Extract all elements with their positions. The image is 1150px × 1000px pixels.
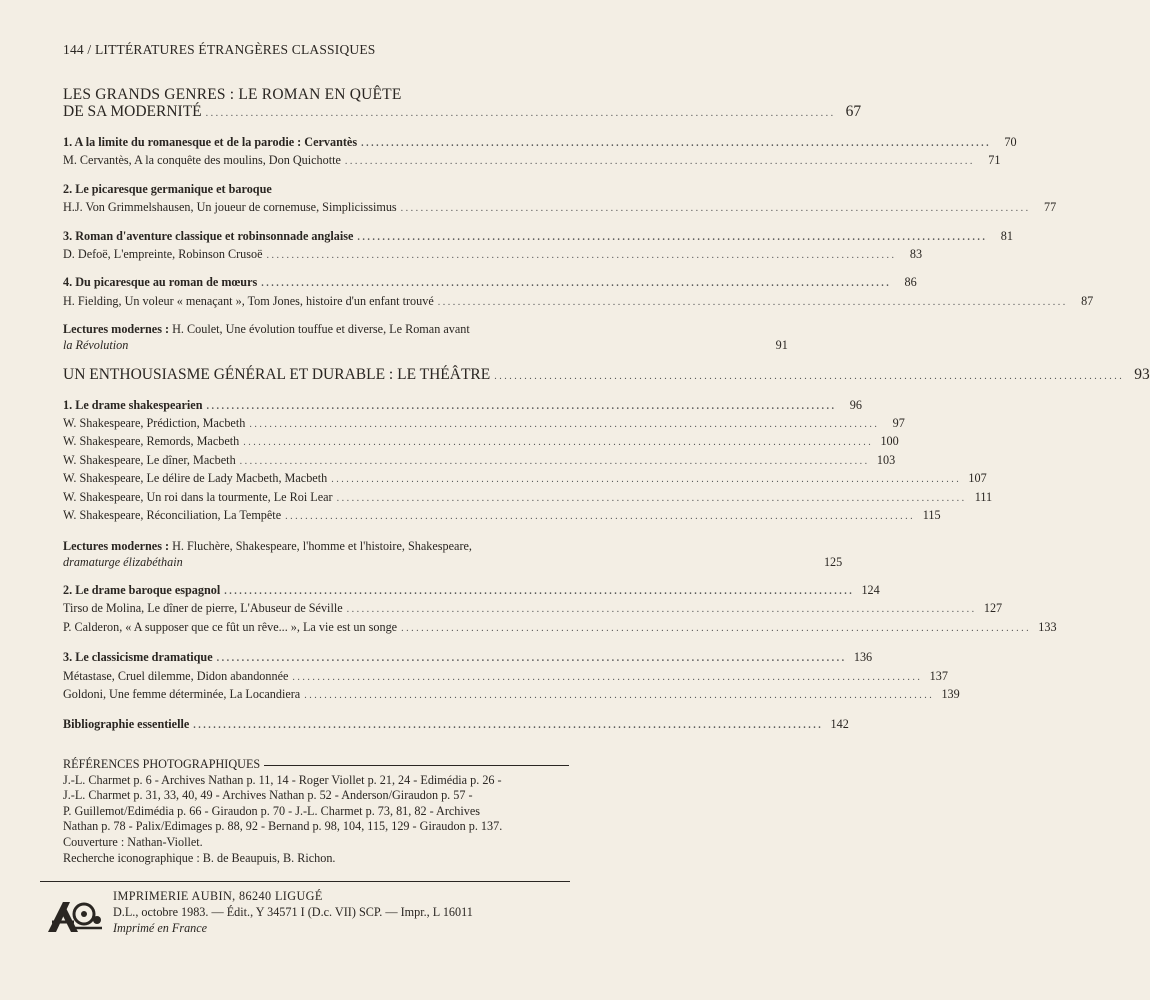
lectures-entry <box>63 321 788 355</box>
reference-line: Recherche iconographique : B. de Beaupuis, B. Richon. <box>63 850 336 865</box>
toc-entry <box>63 582 880 600</box>
toc-entry-bibliography <box>63 716 849 734</box>
lectures-line2: dramaturge élizabéthain <box>63 554 183 569</box>
page-number: 71 <box>988 153 1001 168</box>
toc-group <box>63 134 1017 171</box>
leader-dots <box>243 433 871 451</box>
entry-text: M. Cervantès, A la conquête des moulins, Don Quichotte <box>63 153 341 168</box>
leader-dots <box>217 649 845 667</box>
part-title-row <box>63 365 1150 385</box>
toc-entry <box>63 668 948 686</box>
toc-entry <box>63 649 873 667</box>
entry-text: W. Shakespeare, Remords, Macbeth <box>63 434 240 449</box>
reference-line: J.-L. Charmet p. 6 - Archives Nathan p. 11, 14 - Roger Viollet p. 21, 24 - Edimédia p. 26 - <box>63 772 502 787</box>
entry-text: 3. Roman d'aventure classique et robinsonnade anglaise <box>63 228 354 243</box>
entry-text: W. Shakespeare, Le dîner, Macbeth <box>63 452 236 467</box>
toc-entry <box>63 274 917 292</box>
toc-entry <box>63 489 993 507</box>
page-number: 93 <box>1134 365 1150 383</box>
page-number: 81 <box>1000 228 1013 243</box>
page-number: 83 <box>909 247 923 262</box>
leader-dots <box>193 716 821 734</box>
entry-text: 1. A la limite du romanesque et de la parodie : Cervantès <box>63 135 358 149</box>
lectures-line2: la Révolution <box>63 338 129 353</box>
entry-text: 2. Le drame baroque espagnol <box>63 582 221 597</box>
photo-references <box>63 757 569 866</box>
toc-group <box>63 649 960 704</box>
part2-title: UN ENTHOUSIASME GÉNÉRAL ET DURABLE : LE THÉÂTRE <box>63 365 491 383</box>
page-number: 124 <box>861 582 880 597</box>
entry-text: Bibliographie essentielle <box>63 717 190 732</box>
toc-entry <box>63 181 569 199</box>
lectures-line1: Lectures modernes : H. Coulet, Une évolution touffue et diverse, Le Roman avant <box>63 322 470 337</box>
reference-line: P. Guillemot/Edimédia p. 66 - Giraudon p. 70 - J.-L. Charmet p. 73, 81, 82 - Archives <box>63 803 481 818</box>
toc-entry <box>63 246 923 264</box>
leader-dots <box>345 152 973 170</box>
toc-entry <box>63 152 1001 170</box>
page-number: 67 <box>845 103 862 120</box>
page-number: 96 <box>849 397 862 412</box>
lectures-entry <box>63 538 843 572</box>
toc-entry <box>63 507 941 525</box>
toc-entry <box>63 600 1003 618</box>
page-number: 70 <box>1004 135 1017 149</box>
leader-dots <box>357 228 985 246</box>
entry-text: W. Shakespeare, Un roi dans la tourmente, Le Roi Lear <box>63 489 333 504</box>
leader-dots <box>304 686 932 704</box>
toc-entry <box>63 397 862 415</box>
page-number: 103 <box>876 452 896 467</box>
leader-dots <box>361 134 989 152</box>
toc-entry <box>63 293 1094 311</box>
entry-text: P. Calderon, « A supposer que ce fût un rêve... », La vie est un songe <box>63 619 398 634</box>
leader-dots <box>494 366 1122 385</box>
leader-dots <box>285 507 913 525</box>
reference-line: J.-L. Charmet p. 31, 33, 40, 49 - Archives Nathan p. 52 - Anderson/Giraudon p. 57 - <box>63 788 473 803</box>
entry-text: Métastase, Cruel dilemme, Didon abandonnée <box>63 668 289 683</box>
entry-text: H.J. Von Grimmelshausen, Un joueur de cornemuse, Simplicissimus <box>63 200 397 215</box>
page-number: 87 <box>1081 293 1094 308</box>
page-number: 107 <box>968 471 987 486</box>
leader-dots <box>267 246 895 264</box>
toc-group <box>63 228 1013 265</box>
lectures-line1: Lectures modernes : H. Fluchère, Shakespeare, l'homme et l'histoire, Shakespeare, <box>63 538 472 553</box>
leader-dots <box>337 489 965 507</box>
references-title: RÉFÉRENCES PHOTOGRAPHIQUES <box>63 757 261 771</box>
entry-text: 4. Du picaresque au roman de mœurs <box>63 275 258 290</box>
leader-dots <box>331 470 959 488</box>
entry-text: Tirso de Molina, Le dîner de pierre, L'Abuseur de Séville <box>63 601 343 616</box>
toc-group <box>63 274 1094 311</box>
entry-text: Goldoni, Une femme déterminée, La Locandiera <box>63 686 301 701</box>
toc-entry <box>63 415 905 433</box>
page-number: 142 <box>830 717 849 732</box>
entry-text: H. Fielding, Un voleur « menaçant », Tom Jones, histoire d'un enfant trouvé <box>63 293 434 308</box>
toc-entry <box>63 433 899 451</box>
toc-group <box>63 181 1057 218</box>
toc-entry <box>63 470 987 488</box>
part-title-row <box>63 103 862 122</box>
made-in: Imprimé en France <box>113 920 208 935</box>
running-head: 144 / LITTÉRATURES ÉTRANGÈRES CLASSIQUES <box>63 42 376 57</box>
entry-text: W. Shakespeare, Prédiction, Macbeth <box>63 416 246 431</box>
page-number: 139 <box>941 686 960 701</box>
reference-line: Nathan p. 78 - Palix/Edimages p. 88, 92 - Bernand p. 98, 104, 115, 129 - Giraudon p. 137. <box>63 819 503 834</box>
divider <box>264 765 569 766</box>
leader-dots <box>438 293 1066 311</box>
leader-dots <box>206 397 834 415</box>
leader-dots <box>224 582 852 600</box>
page-number: 115 <box>922 508 941 523</box>
reference-line: Couverture : Nathan-Viollet. <box>63 834 203 849</box>
entry-text: W. Shakespeare, Réconciliation, La Tempête <box>63 508 282 523</box>
leader-dots <box>401 199 1029 217</box>
divider <box>40 881 570 882</box>
table-of-contents <box>63 86 1150 735</box>
leader-dots <box>401 619 1029 637</box>
entry-text: 3. Le classicisme dramatique <box>63 650 213 665</box>
page-number: 97 <box>892 416 905 431</box>
page-number: 91 <box>775 338 788 353</box>
part-title-line2: DE SA MODERNITÉ <box>63 103 202 120</box>
entry-text: 2. Le picaresque germanique et baroque <box>63 181 272 196</box>
printer-name: IMPRIMERIE AUBIN, 86240 LIGUGÉ <box>113 889 323 903</box>
leader-dots <box>240 452 868 470</box>
page-number: 111 <box>974 489 993 504</box>
leader-dots <box>347 600 975 618</box>
page-number: 127 <box>983 601 1003 616</box>
leader-dots <box>249 415 877 433</box>
printer-logo <box>46 898 104 934</box>
entry-text: D. Defoë, L'empreinte, Robinson Crusoë <box>63 247 263 262</box>
legal-line: D.L., octobre 1983. — Édit., Y 34571 I (D.c. VII) SCP. — Impr., L 16011 <box>113 904 473 919</box>
toc-entry <box>63 199 1057 217</box>
toc-group <box>63 397 993 526</box>
page-number: 137 <box>929 668 948 683</box>
toc-entry <box>63 452 896 470</box>
toc-entry <box>63 134 1017 152</box>
imprint <box>113 889 473 936</box>
toc-entry <box>63 686 960 704</box>
page-number: 86 <box>904 275 917 290</box>
leader-dots <box>292 668 920 686</box>
entry-text: W. Shakespeare, Le délire de Lady Macbeth, Macbeth <box>63 471 328 486</box>
part-title-line1: LES GRANDS GENRES : LE ROMAN EN QUÊTE <box>63 86 402 103</box>
leader-dots <box>261 274 889 292</box>
toc-entry <box>63 619 1057 637</box>
page-number: 77 <box>1043 200 1057 215</box>
page-number: 136 <box>853 650 873 665</box>
leader-dots <box>206 103 834 122</box>
entry-text: 1. Le drame shakespearien <box>63 397 203 412</box>
toc-group <box>63 582 1057 637</box>
page-number: 125 <box>823 554 843 569</box>
page-number: 133 <box>1038 619 1057 634</box>
toc-entry <box>63 228 1013 246</box>
page-number: 100 <box>880 434 899 449</box>
